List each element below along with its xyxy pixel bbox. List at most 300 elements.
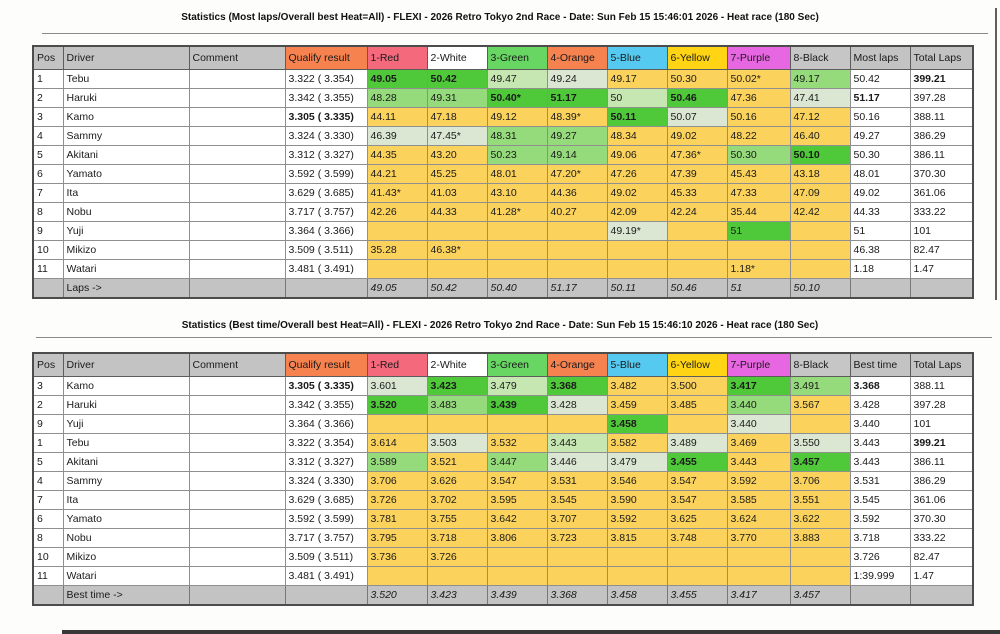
driver-cell: Akitani	[63, 146, 189, 165]
lane-cell-6-yellow: 3.489	[667, 434, 727, 453]
best-value-cell: 49.02	[850, 184, 910, 203]
lane-cell-5-blue	[607, 241, 667, 260]
comment-cell	[189, 165, 285, 184]
comment-cell	[189, 127, 285, 146]
qualify-cell: 3.717 ( 3.757)	[285, 203, 367, 222]
best-value-cell: 3.443	[850, 434, 910, 453]
lane-cell-7-purple: 3.417	[727, 377, 790, 396]
lane-cell-2-white: 41.03	[427, 184, 487, 203]
lane-cell-7-purple: 51	[727, 222, 790, 241]
lane-cell-6-yellow: 3.748	[667, 529, 727, 548]
col-header-lane-4-orange: 4-Orange	[547, 46, 607, 70]
footer-lane-cell-6-yellow: 50.46	[667, 279, 727, 299]
driver-row-watari	[33, 567, 973, 586]
pos-cell: 6	[33, 510, 63, 529]
lane-cell-5-blue: 50	[607, 89, 667, 108]
qualify-cell: 3.305 ( 3.335)	[285, 108, 367, 127]
lane-cell-8-black	[790, 548, 850, 567]
lane-cell-5-blue: 3.459	[607, 396, 667, 415]
lane-cell-1-red: 41.43*	[367, 184, 427, 203]
qualify-cell: 3.364 ( 3.366)	[285, 415, 367, 434]
lane-cell-6-yellow: 3.455	[667, 453, 727, 472]
col-header-lane-7-purple: 7-Purple	[727, 46, 790, 70]
lane-cell-5-blue: 48.34	[607, 127, 667, 146]
lane-cell-5-blue: 3.546	[607, 472, 667, 491]
best-value-cell: 3.428	[850, 396, 910, 415]
lane-cell-8-black: 43.18	[790, 165, 850, 184]
lane-cell-8-black: 3.457	[790, 453, 850, 472]
footer-best-cell	[850, 279, 910, 299]
lane-cell-1-red: 35.28	[367, 241, 427, 260]
driver-row-sammy	[33, 127, 973, 146]
lane-cell-7-purple: 3.585	[727, 491, 790, 510]
lane-cell-8-black: 50.10	[790, 146, 850, 165]
total-laps-cell: 386.11	[910, 146, 973, 165]
lane-cell-8-black	[790, 567, 850, 586]
lane-cell-3-green: 49.47	[487, 70, 547, 89]
pos-cell: 5	[33, 146, 63, 165]
lane-cell-8-black	[790, 415, 850, 434]
lane-cell-5-blue	[607, 567, 667, 586]
lane-cell-7-purple: 3.592	[727, 472, 790, 491]
col-header-driver: Driver	[63, 353, 189, 377]
total-laps-cell: 388.11	[910, 108, 973, 127]
title-divider	[42, 33, 988, 34]
lane-cell-5-blue: 3.482	[607, 377, 667, 396]
footer-lane-cell-1-red: 3.520	[367, 586, 427, 606]
lane-cell-6-yellow: 3.547	[667, 472, 727, 491]
lane-cell-1-red: 49.05	[367, 70, 427, 89]
lane-cell-2-white	[427, 222, 487, 241]
pos-cell: 1	[33, 70, 63, 89]
lane-cell-8-black	[790, 241, 850, 260]
lane-cell-5-blue: 3.590	[607, 491, 667, 510]
table-title-most-laps: Statistics (Most laps/Overall best Heat=All) - FLEXI - 2026 Retro Tokyo 2nd Race - Date: Sun Feb 15 15:46:01 2026 - Heat race (180 Sec)	[181, 12, 819, 23]
driver-cell: Ita	[63, 184, 189, 203]
lane-cell-3-green: 50.23	[487, 146, 547, 165]
footer-lane-cell-2-white: 50.42	[427, 279, 487, 299]
lane-cell-3-green: 3.479	[487, 377, 547, 396]
lane-cell-2-white: 3.423	[427, 377, 487, 396]
lane-cell-1-red	[367, 222, 427, 241]
driver-cell: Sammy	[63, 472, 189, 491]
lane-cell-2-white: 3.718	[427, 529, 487, 548]
driver-cell: Tebu	[63, 434, 189, 453]
lane-cell-6-yellow	[667, 415, 727, 434]
footer-lane-cell-4-orange: 3.368	[547, 586, 607, 606]
lane-cell-7-purple: 50.16	[727, 108, 790, 127]
summary-row	[33, 586, 973, 606]
qualify-cell: 3.364 ( 3.366)	[285, 222, 367, 241]
lane-cell-4-orange	[547, 260, 607, 279]
lane-cell-6-yellow: 42.24	[667, 203, 727, 222]
total-laps-cell: 361.06	[910, 491, 973, 510]
col-header-lane-4-orange: 4-Orange	[547, 353, 607, 377]
lane-cell-2-white: 3.702	[427, 491, 487, 510]
lane-cell-5-blue: 49.19*	[607, 222, 667, 241]
driver-cell: Tebu	[63, 70, 189, 89]
comment-cell	[189, 548, 285, 567]
lane-cell-2-white: 3.483	[427, 396, 487, 415]
qualify-cell: 3.481 ( 3.491)	[285, 260, 367, 279]
title-divider	[36, 337, 992, 338]
col-header-lane-5-blue: 5-Blue	[607, 46, 667, 70]
lane-cell-1-red: 3.795	[367, 529, 427, 548]
total-laps-cell: 370.30	[910, 510, 973, 529]
best-value-cell: 49.27	[850, 127, 910, 146]
best-value-cell: 48.01	[850, 165, 910, 184]
lane-cell-3-green	[487, 415, 547, 434]
lane-cell-2-white: 43.20	[427, 146, 487, 165]
lane-cell-3-green: 3.806	[487, 529, 547, 548]
comment-cell	[189, 377, 285, 396]
lane-cell-7-purple: 3.440	[727, 415, 790, 434]
col-header-lane-5-blue: 5-Blue	[607, 353, 667, 377]
lane-cell-3-green: 43.10	[487, 184, 547, 203]
total-laps-cell: 1.47	[910, 260, 973, 279]
driver-row-haruki	[33, 396, 973, 415]
driver-row-yamato	[33, 510, 973, 529]
driver-row-nobu	[33, 203, 973, 222]
best-value-cell: 50.16	[850, 108, 910, 127]
col-header-lane-7-purple: 7-Purple	[727, 353, 790, 377]
lane-cell-7-purple: 45.43	[727, 165, 790, 184]
best-value-cell: 51	[850, 222, 910, 241]
driver-cell: Mikizo	[63, 241, 189, 260]
qualify-cell: 3.509 ( 3.511)	[285, 241, 367, 260]
table-grid	[32, 352, 974, 606]
lane-cell-4-orange: 3.707	[547, 510, 607, 529]
footer-lane-cell-3-green: 3.439	[487, 586, 547, 606]
lane-cell-7-purple: 50.02*	[727, 70, 790, 89]
best-value-cell: 1:39.999	[850, 567, 910, 586]
lane-cell-4-orange	[547, 241, 607, 260]
driver-row-ita	[33, 184, 973, 203]
lane-cell-6-yellow: 49.02	[667, 127, 727, 146]
lane-cell-3-green: 48.31	[487, 127, 547, 146]
lane-cell-8-black: 47.09	[790, 184, 850, 203]
best-value-cell: 44.33	[850, 203, 910, 222]
col-header-comment: Comment	[189, 353, 285, 377]
footer-pos-cell	[33, 279, 63, 299]
lane-cell-7-purple	[727, 241, 790, 260]
lane-cell-6-yellow: 3.500	[667, 377, 727, 396]
lane-cell-5-blue: 49.02	[607, 184, 667, 203]
total-laps-cell: 1.47	[910, 567, 973, 586]
lane-cell-4-orange	[547, 567, 607, 586]
best-value-cell: 50.42	[850, 70, 910, 89]
best-value-cell: 3.592	[850, 510, 910, 529]
col-header-qualify: Qualify result	[285, 46, 367, 70]
lane-cell-6-yellow: 50.46	[667, 89, 727, 108]
best-value-cell: 3.440	[850, 415, 910, 434]
lane-cell-5-blue: 3.458	[607, 415, 667, 434]
lane-cell-4-orange: 48.39*	[547, 108, 607, 127]
pos-cell: 11	[33, 260, 63, 279]
qualify-cell: 3.629 ( 3.685)	[285, 491, 367, 510]
lane-cell-3-green: 3.595	[487, 491, 547, 510]
footer-label-cell: Best time ->	[63, 586, 189, 606]
driver-row-ita	[33, 491, 973, 510]
comment-cell	[189, 567, 285, 586]
total-laps-cell: 361.06	[910, 184, 973, 203]
lane-cell-6-yellow	[667, 260, 727, 279]
lane-cell-2-white: 3.503	[427, 434, 487, 453]
comment-cell	[189, 222, 285, 241]
lane-cell-2-white	[427, 415, 487, 434]
lane-cell-5-blue: 3.592	[607, 510, 667, 529]
driver-row-watari	[33, 260, 973, 279]
lane-cell-3-green: 3.532	[487, 434, 547, 453]
header-row	[33, 46, 973, 70]
pos-cell: 3	[33, 108, 63, 127]
driver-row-tebu	[33, 434, 973, 453]
total-laps-cell: 397.28	[910, 396, 973, 415]
footer-lane-cell-5-blue: 3.458	[607, 586, 667, 606]
total-laps-cell: 386.29	[910, 472, 973, 491]
best-value-cell: 46.38	[850, 241, 910, 260]
lane-cell-4-orange: 44.36	[547, 184, 607, 203]
lane-cell-1-red	[367, 260, 427, 279]
lane-cell-8-black: 42.42	[790, 203, 850, 222]
driver-cell: Haruki	[63, 396, 189, 415]
total-laps-cell: 399.21	[910, 70, 973, 89]
qualify-cell: 3.312 ( 3.327)	[285, 453, 367, 472]
total-laps-cell: 386.29	[910, 127, 973, 146]
total-laps-cell: 82.47	[910, 548, 973, 567]
lane-cell-6-yellow: 45.33	[667, 184, 727, 203]
driver-row-yamato	[33, 165, 973, 184]
driver-cell: Mikizo	[63, 548, 189, 567]
col-header-lane-8-black: 8-Black	[790, 46, 850, 70]
pos-cell: 3	[33, 377, 63, 396]
footer-comment-cell	[189, 279, 285, 299]
scan-artifact-bottom-edge	[62, 630, 1000, 634]
total-laps-cell: 82.47	[910, 241, 973, 260]
footer-qualify-cell	[285, 586, 367, 606]
lane-cell-1-red: 3.520	[367, 396, 427, 415]
lane-cell-2-white: 46.38*	[427, 241, 487, 260]
lane-cell-7-purple: 1.18*	[727, 260, 790, 279]
lane-cell-8-black	[790, 222, 850, 241]
total-laps-cell: 399.21	[910, 434, 973, 453]
lane-cell-8-black: 3.883	[790, 529, 850, 548]
qualify-cell: 3.509 ( 3.511)	[285, 548, 367, 567]
lane-cell-4-orange: 3.446	[547, 453, 607, 472]
driver-cell: Yuji	[63, 222, 189, 241]
lane-cell-2-white: 3.726	[427, 548, 487, 567]
lane-cell-8-black: 49.17	[790, 70, 850, 89]
lane-cell-6-yellow: 50.07	[667, 108, 727, 127]
qualify-cell: 3.324 ( 3.330)	[285, 127, 367, 146]
lane-cell-6-yellow: 47.39	[667, 165, 727, 184]
lane-cell-2-white: 44.33	[427, 203, 487, 222]
best-value-cell: 3.368	[850, 377, 910, 396]
comment-cell	[189, 70, 285, 89]
lane-cell-7-purple: 47.36	[727, 89, 790, 108]
driver-cell: Nobu	[63, 529, 189, 548]
driver-cell: Watari	[63, 567, 189, 586]
total-laps-cell: 101	[910, 415, 973, 434]
driver-row-akitani	[33, 453, 973, 472]
lane-cell-2-white	[427, 567, 487, 586]
comment-cell	[189, 203, 285, 222]
driver-cell: Yamato	[63, 510, 189, 529]
best-value-cell: 3.718	[850, 529, 910, 548]
footer-lane-cell-3-green: 50.40	[487, 279, 547, 299]
lane-cell-6-yellow	[667, 222, 727, 241]
lane-cell-4-orange: 3.368	[547, 377, 607, 396]
pos-cell: 8	[33, 529, 63, 548]
col-header-best-time: Best time	[850, 353, 910, 377]
pos-cell: 2	[33, 89, 63, 108]
lane-cell-6-yellow	[667, 548, 727, 567]
lane-cell-2-white: 45.25	[427, 165, 487, 184]
best-value-cell: 50.30	[850, 146, 910, 165]
lane-cell-8-black: 47.41	[790, 89, 850, 108]
lane-cell-4-orange	[547, 222, 607, 241]
qualify-cell: 3.629 ( 3.685)	[285, 184, 367, 203]
lane-cell-5-blue: 49.06	[607, 146, 667, 165]
driver-row-yuji	[33, 222, 973, 241]
qualify-cell: 3.305 ( 3.335)	[285, 377, 367, 396]
driver-row-sammy	[33, 472, 973, 491]
lane-cell-1-red	[367, 415, 427, 434]
best-value-cell: 3.726	[850, 548, 910, 567]
lane-cell-8-black	[790, 260, 850, 279]
lane-cell-3-green: 50.40*	[487, 89, 547, 108]
best-value-cell: 3.531	[850, 472, 910, 491]
pos-cell: 8	[33, 203, 63, 222]
best-value-cell: 3.443	[850, 453, 910, 472]
pos-cell: 1	[33, 434, 63, 453]
col-header-lane-2-white: 2-White	[427, 46, 487, 70]
lane-cell-7-purple: 3.469	[727, 434, 790, 453]
footer-best-cell	[850, 586, 910, 606]
lane-cell-7-purple: 48.22	[727, 127, 790, 146]
lane-cell-4-orange: 3.443	[547, 434, 607, 453]
lane-cell-8-black: 3.706	[790, 472, 850, 491]
lane-cell-1-red: 3.781	[367, 510, 427, 529]
footer-pos-cell	[33, 586, 63, 606]
col-header-total-laps: Total Laps	[910, 353, 973, 377]
driver-cell: Haruki	[63, 89, 189, 108]
lane-cell-7-purple	[727, 567, 790, 586]
lane-cell-5-blue: 50.11	[607, 108, 667, 127]
qualify-cell: 3.322 ( 3.354)	[285, 434, 367, 453]
col-header-pos: Pos	[33, 353, 63, 377]
comment-cell	[189, 146, 285, 165]
lane-cell-3-green	[487, 222, 547, 241]
lane-cell-6-yellow: 50.30	[667, 70, 727, 89]
col-header-lane-2-white: 2-White	[427, 353, 487, 377]
lane-cell-1-red: 3.736	[367, 548, 427, 567]
lane-cell-3-green: 3.642	[487, 510, 547, 529]
pos-cell: 11	[33, 567, 63, 586]
lane-cell-3-green: 48.01	[487, 165, 547, 184]
driver-cell: Kamo	[63, 108, 189, 127]
pos-cell: 7	[33, 184, 63, 203]
lane-cell-1-red: 46.39	[367, 127, 427, 146]
lane-cell-4-orange: 49.24	[547, 70, 607, 89]
qualify-cell: 3.481 ( 3.491)	[285, 567, 367, 586]
total-laps-cell: 397.28	[910, 89, 973, 108]
col-header-pos: Pos	[33, 46, 63, 70]
lane-cell-1-red: 42.26	[367, 203, 427, 222]
lane-cell-7-purple: 3.624	[727, 510, 790, 529]
col-header-lane-6-yellow: 6-Yellow	[667, 46, 727, 70]
lane-cell-3-green: 3.447	[487, 453, 547, 472]
pos-cell: 6	[33, 165, 63, 184]
lane-cell-5-blue	[607, 548, 667, 567]
lane-cell-5-blue: 47.26	[607, 165, 667, 184]
driver-cell: Sammy	[63, 127, 189, 146]
pos-cell: 2	[33, 396, 63, 415]
pos-cell: 10	[33, 241, 63, 260]
lane-cell-3-green	[487, 567, 547, 586]
footer-comment-cell	[189, 586, 285, 606]
comment-cell	[189, 453, 285, 472]
lane-cell-5-blue: 42.09	[607, 203, 667, 222]
best-value-cell: 51.17	[850, 89, 910, 108]
summary-row	[33, 279, 973, 299]
driver-row-kamo	[33, 377, 973, 396]
lane-cell-8-black: 47.12	[790, 108, 850, 127]
col-header-comment: Comment	[189, 46, 285, 70]
lane-cell-6-yellow: 47.36*	[667, 146, 727, 165]
lane-cell-1-red: 3.589	[367, 453, 427, 472]
lane-cell-4-orange: 3.545	[547, 491, 607, 510]
comment-cell	[189, 472, 285, 491]
footer-total-cell	[910, 586, 973, 606]
driver-row-akitani	[33, 146, 973, 165]
qualify-cell: 3.717 ( 3.757)	[285, 529, 367, 548]
lane-cell-4-orange	[547, 548, 607, 567]
qualify-cell: 3.592 ( 3.599)	[285, 165, 367, 184]
col-header-lane-1-red: 1-Red	[367, 46, 427, 70]
driver-cell: Nobu	[63, 203, 189, 222]
lane-cell-7-purple: 3.770	[727, 529, 790, 548]
driver-cell: Ita	[63, 491, 189, 510]
col-header-driver: Driver	[63, 46, 189, 70]
lane-cell-1-red: 3.601	[367, 377, 427, 396]
lane-cell-8-black: 46.40	[790, 127, 850, 146]
driver-row-mikizo	[33, 241, 973, 260]
lane-cell-7-purple: 3.440	[727, 396, 790, 415]
col-header-most-laps: Most laps	[850, 46, 910, 70]
lane-cell-8-black: 3.622	[790, 510, 850, 529]
qualify-cell: 3.312 ( 3.327)	[285, 146, 367, 165]
lane-cell-4-orange: 40.27	[547, 203, 607, 222]
lane-cell-6-yellow	[667, 241, 727, 260]
lane-cell-2-white	[427, 260, 487, 279]
pos-cell: 7	[33, 491, 63, 510]
footer-total-cell	[910, 279, 973, 299]
lane-cell-3-green: 49.12	[487, 108, 547, 127]
col-header-lane-6-yellow: 6-Yellow	[667, 353, 727, 377]
lane-cell-7-purple: 50.30	[727, 146, 790, 165]
total-laps-cell: 386.11	[910, 453, 973, 472]
footer-lane-cell-6-yellow: 3.455	[667, 586, 727, 606]
lane-cell-5-blue: 3.582	[607, 434, 667, 453]
footer-lane-cell-7-purple: 51	[727, 279, 790, 299]
pos-cell: 9	[33, 415, 63, 434]
lane-cell-1-red: 44.11	[367, 108, 427, 127]
total-laps-cell: 333.22	[910, 529, 973, 548]
lane-cell-4-orange: 3.531	[547, 472, 607, 491]
footer-lane-cell-4-orange: 51.17	[547, 279, 607, 299]
lane-cell-8-black: 3.567	[790, 396, 850, 415]
